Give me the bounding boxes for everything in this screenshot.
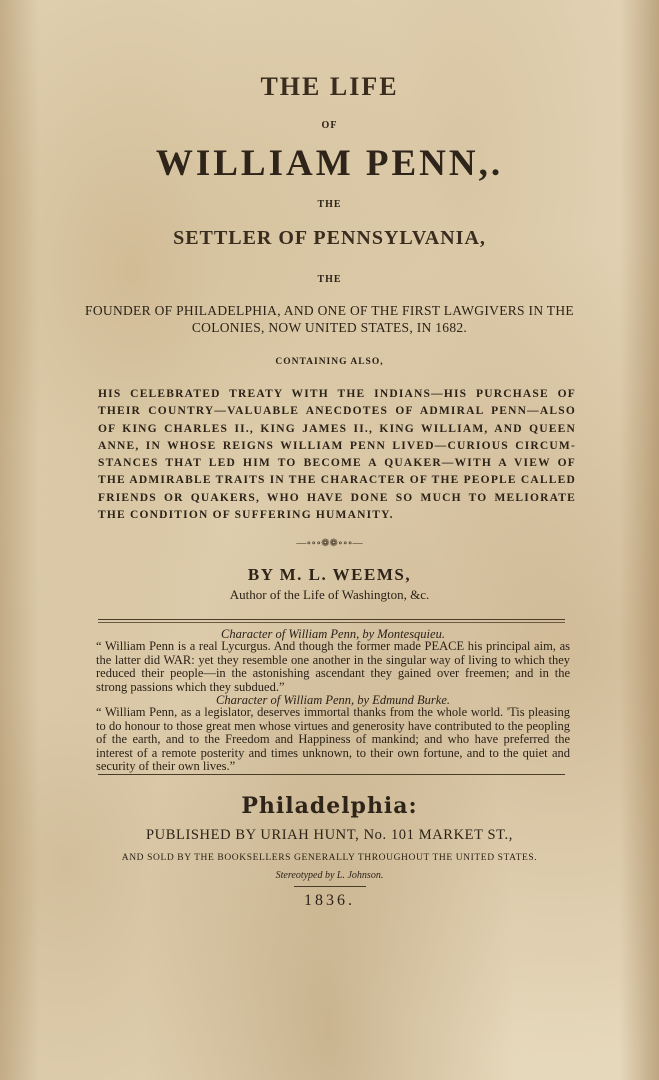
author-credit: Author of the Life of Washington, &c. [229,587,430,602]
quote-burke-body: “ William Penn, as a legislator, deserves immortal thanks from the whole world. 'Tis pleasing to do honour to those great men whose virtues and generosity have contributed to the peopling of the earth, and to the Freedom and Happiness of mankind; and who have preferred the interest of a remote posterity and times unknown, to their own fortune, and to the quiet and security of their own lives.” [96,705,570,773]
quote-montesquieu-heading: Character of William Penn, by Montesquieu. [221,627,445,641]
ornament-divider: —∘∘∘❁❁∘∘∘— [296,538,363,549]
title-founder: FOUNDER OF PHILADELPHIA, AND ONE OF THE FIRST LAWGIVERS IN THE COLONIES, NOW UNITED STATES, IN 1682. [85,303,574,335]
quote-burke-heading: Character of William Penn, by Edmund Burke. [216,693,450,707]
rule-small [294,886,366,887]
contents-paragraph: HIS CELEBRATED TREATY WITH THE INDIANS—HIS PURCHASE OF THEIR COUNTRY—VALUABLE ANECDOTES OF ADMIRAL PENN—ALSO OF KING CHARLES II., KING JAMES II., KING WILLIAM, AND QUEEN ANNE, IN WHOSE REIGNS WILLIAM PENN LIVED—CURIOUS CIRCUM-STANCES THAT LED HIM TO BECOME A QUAKER—WITH A VIEW OF THE ADMIRABLE TRAITS IN THE CHARACTER OF THE PEOPLE CALLED FRIENDS OR QUAKERS, WHO HAVE DONE SO MUCH TO MELIORATE THE CONDITION OF SUFFERING HUMANITY. [98,388,576,522]
title-the-2: THE [317,274,342,285]
title-name: WILLIAM PENN,. [155,143,504,184]
title-the-life: THE LIFE [260,72,399,101]
imprint-city: Philadelphia: [241,793,418,819]
author-byline: BY M. L. WEEMS, [247,565,412,584]
imprint-stereotyped: Stereotyped by L. Johnson. [275,870,384,881]
imprint-year: 1836. [304,892,355,909]
containing-also: CONTAINING ALSO, [275,357,384,367]
imprint-publisher: PUBLISHED BY URIAH HUNT, No. 101 MARKET ST., [145,827,514,843]
rule-bottom [98,774,565,775]
rule-top-inner [98,622,565,623]
title-of: OF [321,120,338,131]
imprint-sold-by: AND SOLD BY THE BOOKSELLERS GENERALLY THROUGHOUT THE UNITED STATES. [121,853,538,863]
rule-top [98,619,565,620]
title-settler: SETTLER OF PENNSYLVANIA, [173,227,486,249]
quote-montesquieu-body: “ William Penn is a real Lycurgus. And though the former made PEACE his principal aim, as the latter did WAR: yet they resemble one another in the singular way of living to which they reduced their people—in the astonishing ascendant they gained over freemen; and in the strong passions which they subdued.” [96,639,570,694]
title-the-1: THE [317,199,342,210]
